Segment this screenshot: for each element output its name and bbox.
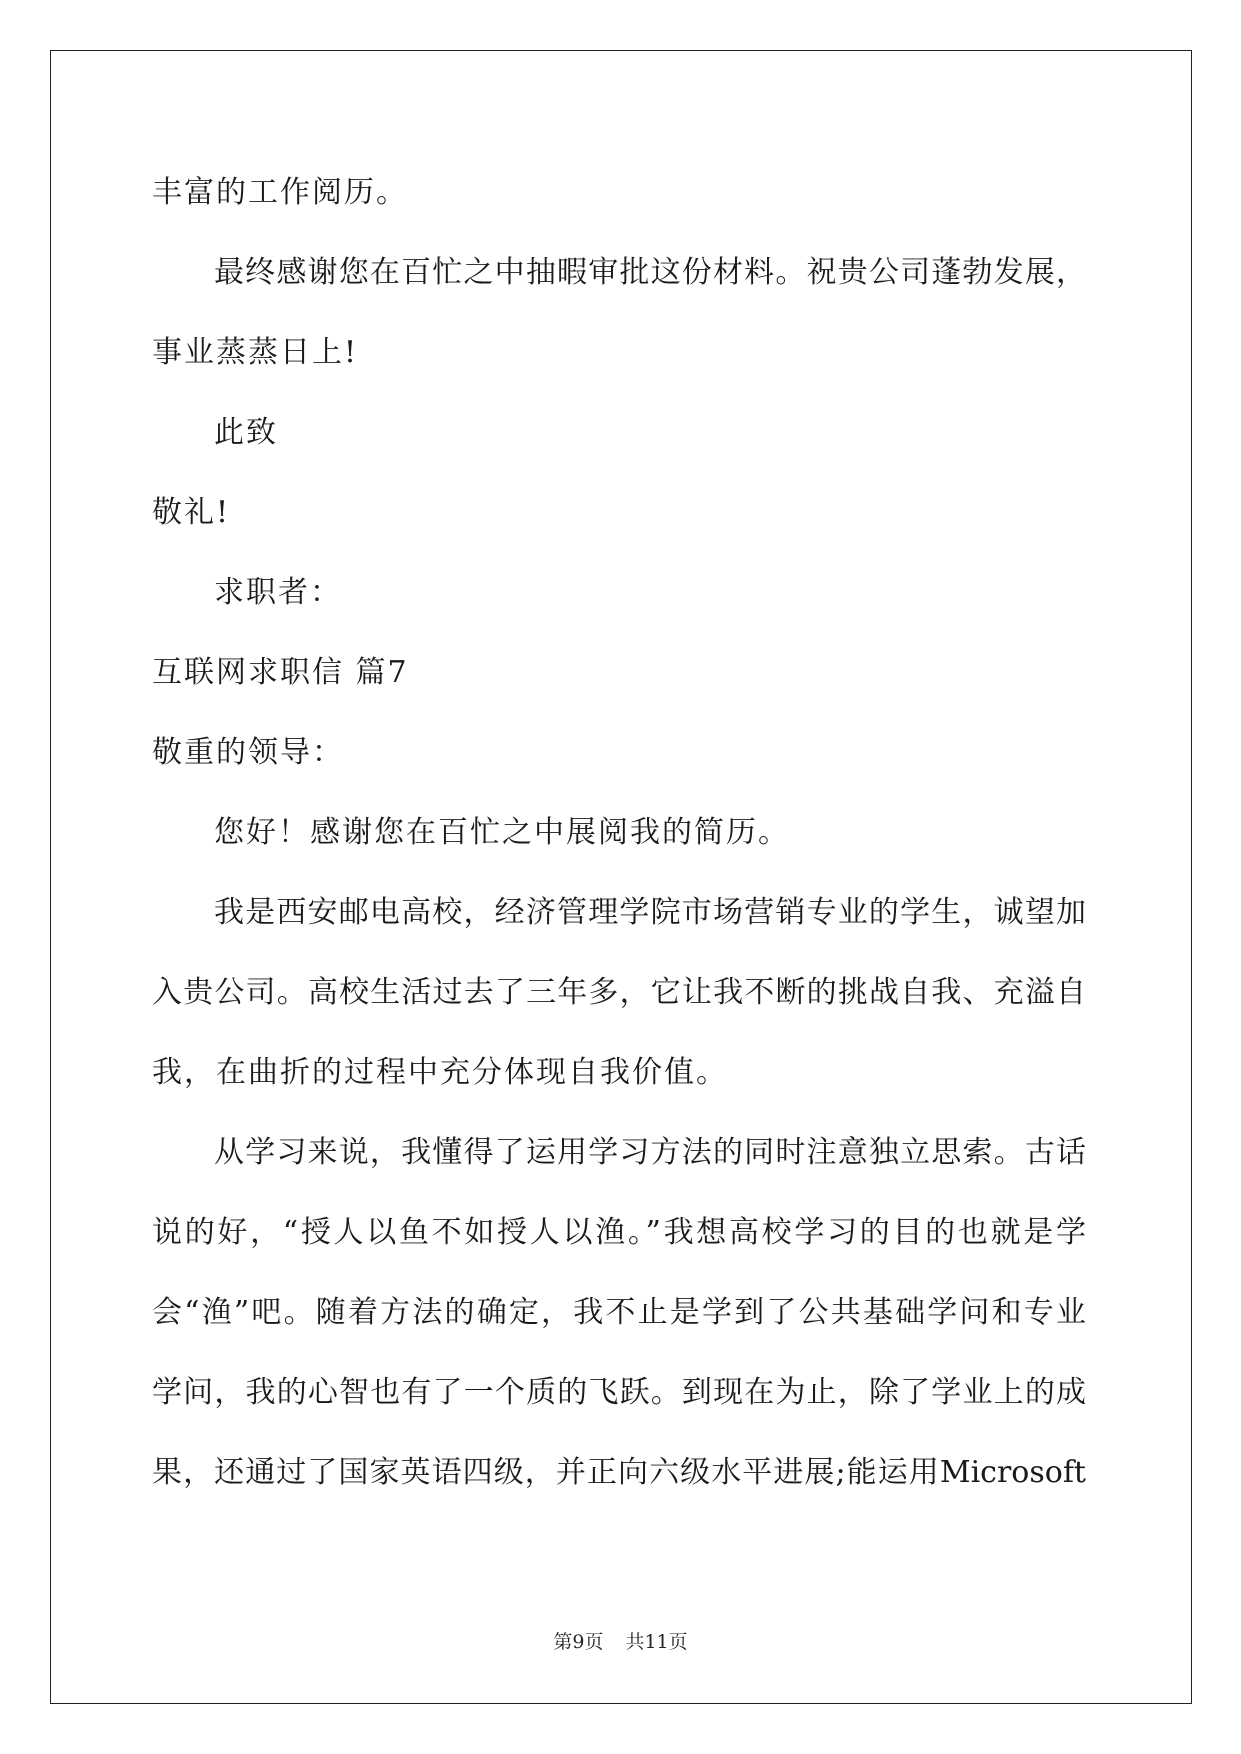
body-line-15: 会“渔”吧。随着方法的确定，我不止是学到了公共基础学问和专业 <box>152 1295 1086 1330</box>
body-line-2: 最终感谢您在百忙之中抽暇审批这份材料。祝贵公司蓬勃发展， <box>214 255 1086 290</box>
body-line-14: 说的好，“授人以鱼不如授人以渔。”我想高校学习的目的也就是学 <box>152 1215 1086 1250</box>
body-line-1: 丰富的工作阅历。 <box>152 175 408 210</box>
body-line-9: 您好！感谢您在百忙之中展阅我的简历。 <box>214 815 790 850</box>
body-line-12: 我，在曲折的过程中充分体现自我价值。 <box>152 1055 728 1090</box>
page-footer <box>0 1630 1241 1654</box>
body-line-13: 从学习来说，我懂得了运用学习方法的同时注意独立思索。古话 <box>214 1135 1086 1170</box>
page-number: 第9页 <box>553 1631 604 1653</box>
closing-salutation: 此致 <box>214 415 278 450</box>
body-line-16: 学问，我的心智也有了一个质的飞跃。到现在为止，除了学业上的成 <box>152 1375 1086 1410</box>
body-line-17: 果，还通过了国家英语四级，并正向六级水平进展;能运用Microsoft <box>152 1455 1086 1490</box>
page-total: 共11页 <box>625 1631 688 1653</box>
signature-label: 求职者： <box>214 575 342 610</box>
body-line-10: 我是西安邮电高校，经济管理学院市场营销专业的学生，诚望加 <box>214 895 1086 930</box>
section-heading: 互联网求职信 篇7 <box>152 655 409 690</box>
letter-salutation: 敬重的领导： <box>152 735 344 770</box>
body-line-3: 事业蒸蒸日上! <box>152 335 359 370</box>
closing-regards: 敬礼! <box>152 495 231 530</box>
body-line-11: 入贵公司。高校生活过去了三年多，它让我不断的挑战自我、充溢自 <box>152 975 1086 1010</box>
